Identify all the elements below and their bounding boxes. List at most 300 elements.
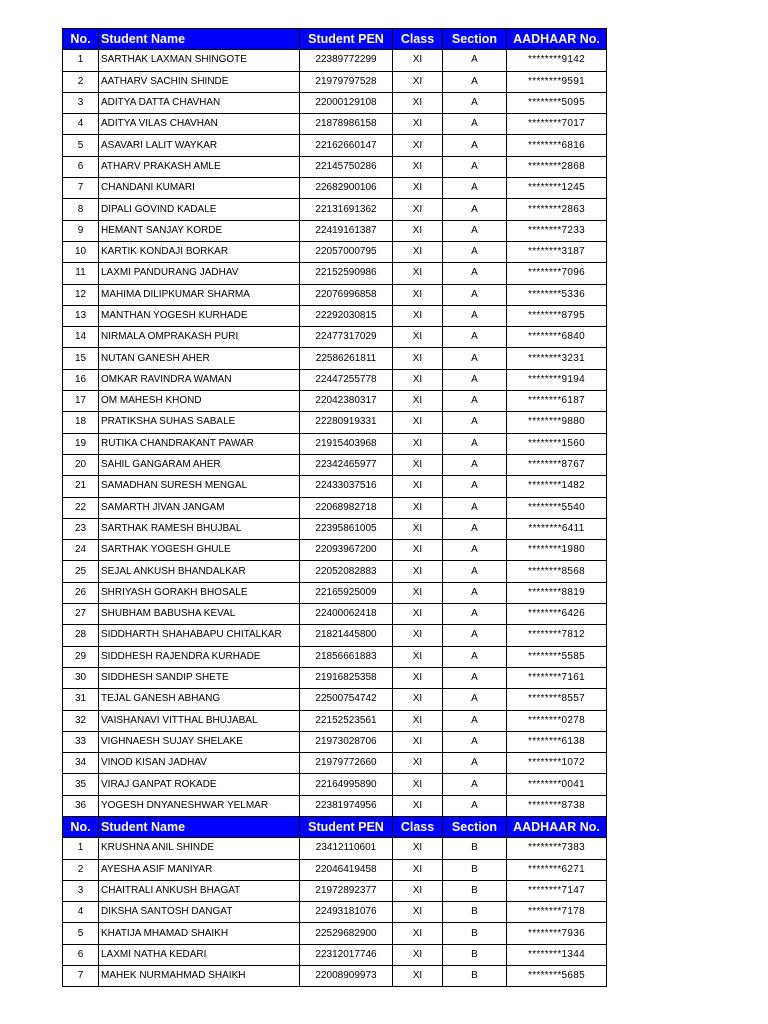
class-cell: XI [393, 92, 443, 113]
class-cell: XI [393, 454, 443, 475]
section-cell: A [443, 667, 507, 688]
table-row [63, 604, 607, 625]
student-pen-cell: 22312017746 [300, 944, 393, 965]
student-name-cell: DIPALI GOVIND KADALE [99, 199, 300, 220]
class-cell: XI [393, 327, 443, 348]
table-row [63, 454, 607, 475]
student-pen-cell: 22076996858 [300, 284, 393, 305]
section-cell: A [443, 284, 507, 305]
table-row [63, 795, 607, 816]
aadhaar-cell: ********6187 [507, 391, 607, 412]
header-col-student-pen: Student PEN [300, 29, 393, 50]
table-row [63, 135, 607, 156]
no-cell: 11 [63, 263, 99, 284]
table-row [63, 753, 607, 774]
student-pen-cell: 22342465977 [300, 454, 393, 475]
student-name-cell: SIDDHESH SANDIP SHETE [99, 667, 300, 688]
student-name-cell: OMKAR RAVINDRA WAMAN [99, 369, 300, 390]
aadhaar-cell: ********7812 [507, 625, 607, 646]
section-cell: B [443, 944, 507, 965]
no-cell: 15 [63, 348, 99, 369]
no-cell: 30 [63, 667, 99, 688]
aadhaar-cell: ********3231 [507, 348, 607, 369]
no-cell: 2 [63, 859, 99, 880]
student-name-cell: NIRMALA OMPRAKASH PURI [99, 327, 300, 348]
no-cell: 22 [63, 497, 99, 518]
class-cell: XI [393, 476, 443, 497]
class-cell: XI [393, 156, 443, 177]
class-cell: XI [393, 604, 443, 625]
header-col-student-name: Student Name [99, 816, 300, 837]
table-row [63, 561, 607, 582]
aadhaar-cell: ********6816 [507, 135, 607, 156]
class-cell: XI [393, 561, 443, 582]
student-name-cell: TEJAL GANESH ABHANG [99, 689, 300, 710]
student-name-cell: SIDDHARTH SHAHABAPU CHITALKAR [99, 625, 300, 646]
section-cell: B [443, 923, 507, 944]
section-cell: A [443, 625, 507, 646]
class-cell: XI [393, 433, 443, 454]
class-cell: XI [393, 518, 443, 539]
table-row [63, 50, 607, 71]
aadhaar-cell: ********6271 [507, 859, 607, 880]
student-name-cell: VINOD KISAN JADHAV [99, 753, 300, 774]
no-cell: 23 [63, 518, 99, 539]
class-cell: XI [393, 135, 443, 156]
no-cell: 6 [63, 156, 99, 177]
student-name-cell: MAHIMA DILIPKUMAR SHARMA [99, 284, 300, 305]
class-cell: XI [393, 412, 443, 433]
table-header-row [63, 816, 607, 837]
student-pen-cell: 22068982718 [300, 497, 393, 518]
aadhaar-cell: ********5585 [507, 646, 607, 667]
header-col-no: No. [63, 29, 99, 50]
no-cell: 1 [63, 50, 99, 71]
aadhaar-cell: ********3187 [507, 241, 607, 262]
student-name-cell: VIRAJ GANPAT ROKADE [99, 774, 300, 795]
student-pen-cell: 22400062418 [300, 604, 393, 625]
student-pen-cell: 22046419458 [300, 859, 393, 880]
aadhaar-cell: ********8738 [507, 795, 607, 816]
section-cell: A [443, 305, 507, 326]
student-name-cell: SAMADHAN SURESH MENGAL [99, 476, 300, 497]
class-cell: XI [393, 689, 443, 710]
student-pen-cell: 22292030815 [300, 305, 393, 326]
student-name-cell: AYESHA ASIF MANIYAR [99, 859, 300, 880]
section-cell: A [443, 433, 507, 454]
header-col-section: Section [443, 816, 507, 837]
student-name-cell: VIGHNAESH SUJAY SHELAKE [99, 731, 300, 752]
student-pen-cell: 22433037516 [300, 476, 393, 497]
student-pen-cell: 22008909973 [300, 966, 393, 987]
header-col-aadhaar: AADHAAR No. [507, 29, 607, 50]
section-cell: A [443, 454, 507, 475]
student-name-cell: KARTIK KONDAJI BORKAR [99, 241, 300, 262]
no-cell: 5 [63, 135, 99, 156]
aadhaar-cell: ********7017 [507, 114, 607, 135]
section-cell: A [443, 114, 507, 135]
section-cell: B [443, 902, 507, 923]
no-cell: 2 [63, 71, 99, 92]
student-pen-cell: 21979772660 [300, 753, 393, 774]
student-pen-cell: 21856661883 [300, 646, 393, 667]
student-pen-cell: 22057000795 [300, 241, 393, 262]
section-cell: B [443, 966, 507, 987]
no-cell: 4 [63, 902, 99, 923]
aadhaar-cell: ********1482 [507, 476, 607, 497]
class-cell: XI [393, 944, 443, 965]
class-cell: XI [393, 667, 443, 688]
aadhaar-cell: ********6840 [507, 327, 607, 348]
student-pen-cell: 21915403968 [300, 433, 393, 454]
section-cell: A [443, 518, 507, 539]
aadhaar-cell: ********7936 [507, 923, 607, 944]
class-cell: XI [393, 50, 443, 71]
class-cell: XI [393, 369, 443, 390]
aadhaar-cell: ********5540 [507, 497, 607, 518]
student-name-cell: SARTHAK YOGESH GHULE [99, 540, 300, 561]
student-name-cell: SIDDHESH RAJENDRA KURHADE [99, 646, 300, 667]
class-cell: XI [393, 880, 443, 901]
student-name-cell: SHUBHAM BABUSHA KEVAL [99, 604, 300, 625]
student-name-cell: SARTHAK RAMESH BHUJBAL [99, 518, 300, 539]
no-cell: 24 [63, 540, 99, 561]
student-name-cell: NUTAN GANESH AHER [99, 348, 300, 369]
student-name-cell: MANTHAN YOGESH KURHADE [99, 305, 300, 326]
class-cell: XI [393, 391, 443, 412]
no-cell: 3 [63, 880, 99, 901]
no-cell: 33 [63, 731, 99, 752]
student-pen-cell: 22389772299 [300, 50, 393, 71]
no-cell: 10 [63, 241, 99, 262]
student-name-cell: OM MAHESH KHOND [99, 391, 300, 412]
class-cell: XI [393, 625, 443, 646]
no-cell: 21 [63, 476, 99, 497]
student-name-cell: SHRIYASH GORAKH BHOSALE [99, 582, 300, 603]
table-row [63, 348, 607, 369]
section-cell: A [443, 731, 507, 752]
section-cell: B [443, 838, 507, 859]
student-name-cell: DIKSHA SANTOSH DANGAT [99, 902, 300, 923]
student-pen-cell: 22682900106 [300, 178, 393, 199]
table-row [63, 689, 607, 710]
header-col-student-pen: Student PEN [300, 816, 393, 837]
aadhaar-cell: ********9142 [507, 50, 607, 71]
class-cell: XI [393, 540, 443, 561]
no-cell: 7 [63, 966, 99, 987]
section-cell: A [443, 199, 507, 220]
table-row [63, 710, 607, 731]
table-row [63, 774, 607, 795]
aadhaar-cell: ********6138 [507, 731, 607, 752]
student-name-cell: LAXMI PANDURANG JADHAV [99, 263, 300, 284]
section-cell: A [443, 241, 507, 262]
no-cell: 7 [63, 178, 99, 199]
no-cell: 32 [63, 710, 99, 731]
table-row [63, 220, 607, 241]
table-row [63, 369, 607, 390]
section-cell: A [443, 540, 507, 561]
aadhaar-cell: ********5685 [507, 966, 607, 987]
class-cell: XI [393, 305, 443, 326]
aadhaar-cell: ********7161 [507, 667, 607, 688]
section-cell: A [443, 412, 507, 433]
student-name-cell: ATHARV PRAKASH AMLE [99, 156, 300, 177]
table-row [63, 838, 607, 859]
table-row [63, 518, 607, 539]
student-pen-cell: 22419161387 [300, 220, 393, 241]
class-cell: XI [393, 710, 443, 731]
header-col-student-name: Student Name [99, 29, 300, 50]
student-pen-cell: 22529682900 [300, 923, 393, 944]
section-cell: A [443, 646, 507, 667]
table-row [63, 625, 607, 646]
no-cell: 26 [63, 582, 99, 603]
student-name-cell: ASAVARI LALIT WAYKAR [99, 135, 300, 156]
student-pen-cell: 21878986158 [300, 114, 393, 135]
student-pen-cell: 21821445800 [300, 625, 393, 646]
section-cell: A [443, 710, 507, 731]
table-row [63, 263, 607, 284]
class-cell: XI [393, 199, 443, 220]
table-row [63, 305, 607, 326]
class-cell: XI [393, 582, 443, 603]
no-cell: 36 [63, 795, 99, 816]
section-cell: A [443, 263, 507, 284]
section-cell: A [443, 774, 507, 795]
student-pen-cell: 22000129108 [300, 92, 393, 113]
section-cell: B [443, 880, 507, 901]
section-cell: A [443, 220, 507, 241]
table-row [63, 880, 607, 901]
roster-body [63, 29, 607, 987]
student-pen-cell: 22162660147 [300, 135, 393, 156]
table-row [63, 156, 607, 177]
student-pen-cell: 22586261811 [300, 348, 393, 369]
no-cell: 28 [63, 625, 99, 646]
section-cell: A [443, 92, 507, 113]
student-name-cell: RUTIKA CHANDRAKANT PAWAR [99, 433, 300, 454]
class-cell: XI [393, 966, 443, 987]
class-cell: XI [393, 774, 443, 795]
no-cell: 19 [63, 433, 99, 454]
no-cell: 31 [63, 689, 99, 710]
class-cell: XI [393, 923, 443, 944]
aadhaar-cell: ********1560 [507, 433, 607, 454]
student-pen-cell: 22164995890 [300, 774, 393, 795]
section-cell: A [443, 795, 507, 816]
student-name-cell: AATHARV SACHIN SHINDE [99, 71, 300, 92]
aadhaar-cell: ********8795 [507, 305, 607, 326]
student-pen-cell: 23412110601 [300, 838, 393, 859]
section-cell: A [443, 156, 507, 177]
table-row [63, 497, 607, 518]
student-name-cell: CHAITRALI ANKUSH BHAGAT [99, 880, 300, 901]
aadhaar-cell: ********8568 [507, 561, 607, 582]
table-row [63, 71, 607, 92]
class-cell: XI [393, 731, 443, 752]
table-row [63, 114, 607, 135]
no-cell: 35 [63, 774, 99, 795]
class-cell: XI [393, 220, 443, 241]
class-cell: XI [393, 284, 443, 305]
student-name-cell: VAISHANAVI VITTHAL BHUJABAL [99, 710, 300, 731]
aadhaar-cell: ********8819 [507, 582, 607, 603]
class-cell: XI [393, 114, 443, 135]
class-cell: XI [393, 497, 443, 518]
table-header-row [63, 29, 607, 50]
class-cell: XI [393, 241, 443, 262]
table-row [63, 667, 607, 688]
table-row [63, 902, 607, 923]
no-cell: 4 [63, 114, 99, 135]
aadhaar-cell: ********1245 [507, 178, 607, 199]
aadhaar-cell: ********7147 [507, 880, 607, 901]
section-cell: A [443, 753, 507, 774]
no-cell: 17 [63, 391, 99, 412]
class-cell: XI [393, 753, 443, 774]
no-cell: 29 [63, 646, 99, 667]
no-cell: 18 [63, 412, 99, 433]
header-col-aadhaar: AADHAAR No. [507, 816, 607, 837]
aadhaar-cell: ********0278 [507, 710, 607, 731]
aadhaar-cell: ********8557 [507, 689, 607, 710]
aadhaar-cell: ********9591 [507, 71, 607, 92]
table-row [63, 859, 607, 880]
table-row [63, 731, 607, 752]
student-name-cell: KRUSHNA ANIL SHINDE [99, 838, 300, 859]
table-row [63, 391, 607, 412]
student-name-cell: SEJAL ANKUSH BHANDALKAR [99, 561, 300, 582]
table-row [63, 582, 607, 603]
table-row [63, 476, 607, 497]
section-cell: A [443, 476, 507, 497]
student-name-cell: MAHEK NURMAHMAD SHAIKH [99, 966, 300, 987]
no-cell: 14 [63, 327, 99, 348]
class-cell: XI [393, 838, 443, 859]
student-pen-cell: 22500754742 [300, 689, 393, 710]
no-cell: 20 [63, 454, 99, 475]
student-name-cell: SARTHAK LAXMAN SHINGOTE [99, 50, 300, 71]
aadhaar-cell: ********1072 [507, 753, 607, 774]
section-cell: A [443, 391, 507, 412]
student-name-cell: ADITYA VILAS CHAVHAN [99, 114, 300, 135]
aadhaar-cell: ********7383 [507, 838, 607, 859]
student-pen-cell: 22381974956 [300, 795, 393, 816]
student-name-cell: CHANDANI KUMARI [99, 178, 300, 199]
header-col-class: Class [393, 816, 443, 837]
section-cell: A [443, 497, 507, 518]
table-row [63, 944, 607, 965]
no-cell: 9 [63, 220, 99, 241]
aadhaar-cell: ********1344 [507, 944, 607, 965]
student-pen-cell: 21973028706 [300, 731, 393, 752]
student-pen-cell: 22052082883 [300, 561, 393, 582]
student-name-cell: LAXMI NATHA KEDARI [99, 944, 300, 965]
aadhaar-cell: ********5095 [507, 92, 607, 113]
table-row [63, 966, 607, 987]
table-row [63, 923, 607, 944]
class-cell: XI [393, 859, 443, 880]
aadhaar-cell: ********7233 [507, 220, 607, 241]
no-cell: 13 [63, 305, 99, 326]
no-cell: 6 [63, 944, 99, 965]
student-pen-cell: 22165925009 [300, 582, 393, 603]
section-cell: A [443, 561, 507, 582]
class-cell: XI [393, 795, 443, 816]
class-cell: XI [393, 902, 443, 923]
student-name-cell: KHATIJA MHAMAD SHAIKH [99, 923, 300, 944]
section-cell: A [443, 604, 507, 625]
header-col-section: Section [443, 29, 507, 50]
no-cell: 3 [63, 92, 99, 113]
header-col-class: Class [393, 29, 443, 50]
no-cell: 1 [63, 838, 99, 859]
student-pen-cell: 22042380317 [300, 391, 393, 412]
student-name-cell: YOGESH DNYANESHWAR YELMAR [99, 795, 300, 816]
student-name-cell: SAHIL GANGARAM AHER [99, 454, 300, 475]
section-cell: A [443, 71, 507, 92]
student-name-cell: PRATIKSHA SUHAS SABALE [99, 412, 300, 433]
table-row [63, 646, 607, 667]
student-roster-table [62, 28, 607, 987]
aadhaar-cell: ********5336 [507, 284, 607, 305]
student-name-cell: ADITYA DATTA CHAVHAN [99, 92, 300, 113]
student-pen-cell: 22280919331 [300, 412, 393, 433]
no-cell: 25 [63, 561, 99, 582]
no-cell: 5 [63, 923, 99, 944]
aadhaar-cell: ********6426 [507, 604, 607, 625]
section-cell: A [443, 178, 507, 199]
student-pen-cell: 22131691362 [300, 199, 393, 220]
table-row [63, 433, 607, 454]
class-cell: XI [393, 178, 443, 199]
aadhaar-cell: ********9880 [507, 412, 607, 433]
no-cell: 27 [63, 604, 99, 625]
section-cell: A [443, 369, 507, 390]
student-pen-cell: 22152523561 [300, 710, 393, 731]
aadhaar-cell: ********7096 [507, 263, 607, 284]
student-pen-cell: 22493181076 [300, 902, 393, 923]
aadhaar-cell: ********8767 [507, 454, 607, 475]
student-name-cell: HEMANT SANJAY KORDE [99, 220, 300, 241]
aadhaar-cell: ********1980 [507, 540, 607, 561]
aadhaar-cell: ********2863 [507, 199, 607, 220]
no-cell: 16 [63, 369, 99, 390]
no-cell: 34 [63, 753, 99, 774]
aadhaar-cell: ********6411 [507, 518, 607, 539]
table-row [63, 412, 607, 433]
section-cell: A [443, 135, 507, 156]
table-row [63, 327, 607, 348]
header-col-no: No. [63, 816, 99, 837]
table-row [63, 199, 607, 220]
student-pen-cell: 21916825358 [300, 667, 393, 688]
class-cell: XI [393, 263, 443, 284]
section-cell: A [443, 50, 507, 71]
section-cell: A [443, 348, 507, 369]
table-row [63, 284, 607, 305]
section-cell: A [443, 582, 507, 603]
student-pen-cell: 22145750286 [300, 156, 393, 177]
student-pen-cell: 22447255778 [300, 369, 393, 390]
class-cell: XI [393, 646, 443, 667]
no-cell: 8 [63, 199, 99, 220]
section-cell: A [443, 327, 507, 348]
student-pen-cell: 22477317029 [300, 327, 393, 348]
table-row [63, 540, 607, 561]
aadhaar-cell: ********9194 [507, 369, 607, 390]
